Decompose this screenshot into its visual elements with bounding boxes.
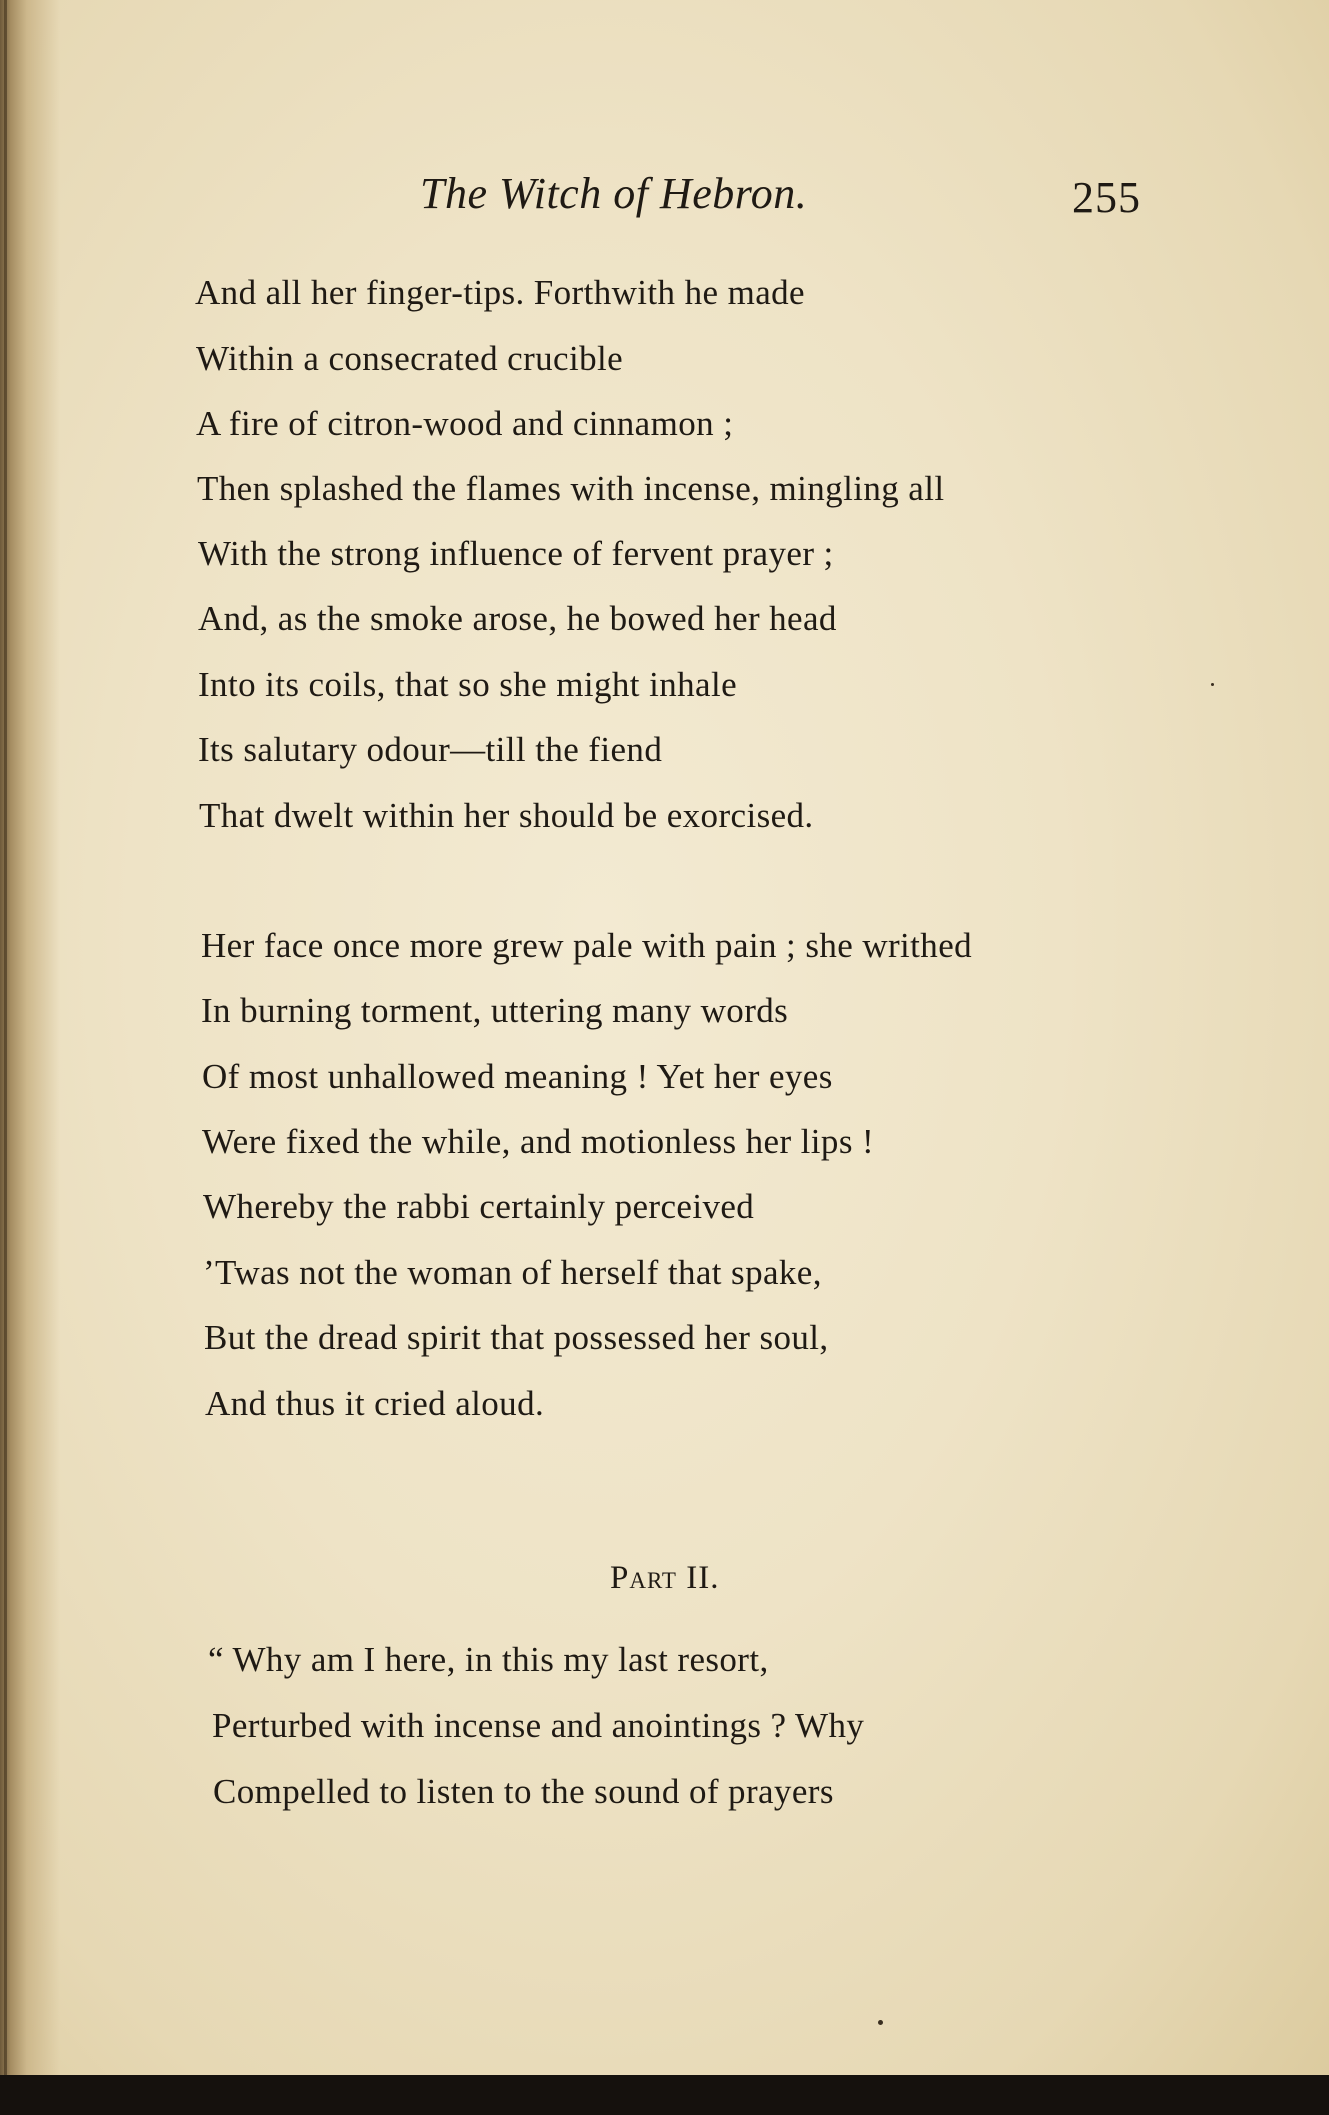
verse-line: Of most unhallowed meaning ! Yet her eyes [202,1057,833,1096]
verse-line: Compelled to listen to the sound of prayers [213,1772,834,1811]
verse-line: And all her finger-tips. Forthwith he made [195,273,805,312]
verse-line: And thus it cried aloud. [205,1384,545,1423]
part-heading-word: Part [610,1560,677,1596]
verse-line: Whereby the rabbi certainly perceived [203,1187,755,1226]
paper-speck [878,2020,883,2025]
verse-line: With the strong influence of fervent prayer ; [198,534,834,573]
show-through [1000,285,1300,315]
page-number: 255 [1072,173,1141,222]
scan-border [0,2075,1329,2115]
part-heading [610,1560,719,1597]
verse-line: In burning torment, uttering many words [201,991,789,1030]
verse-line: A fire of citron-wood and cinnamon ; [196,404,734,443]
paper-speck [1211,683,1214,686]
verse-line: That dwelt within her should be exorcised. [199,796,814,835]
verse-line: Then splashed the flames with incense, mingling all [197,469,945,508]
verse-line: Perturbed with incense and anointings ? Why [212,1706,865,1745]
part-heading-numeral: II. [686,1560,720,1596]
verse-line: ’Twas not the woman of herself that spake, [203,1253,822,1292]
binding-edge [4,0,7,2075]
verse-line: Into its coils, that so she might inhale [198,665,738,704]
verse-line: Within a consecrated crucible [196,339,624,378]
verse-line: Were fixed the while, and motionless her lips ! [202,1122,875,1161]
verse-line: Her face once more grew pale with pain ; she writhed [201,926,973,965]
verse-line: But the dread spirit that possessed her soul, [204,1318,829,1357]
running-title: The Witch of Hebron. [420,169,808,218]
verse-line: And, as the smoke arose, he bowed her head [198,599,837,638]
page-gutter [0,0,60,2075]
verse-line: “ Why am I here, in this my last resort, [208,1640,769,1679]
verse-line: Its salutary odour—till the fiend [198,730,663,769]
